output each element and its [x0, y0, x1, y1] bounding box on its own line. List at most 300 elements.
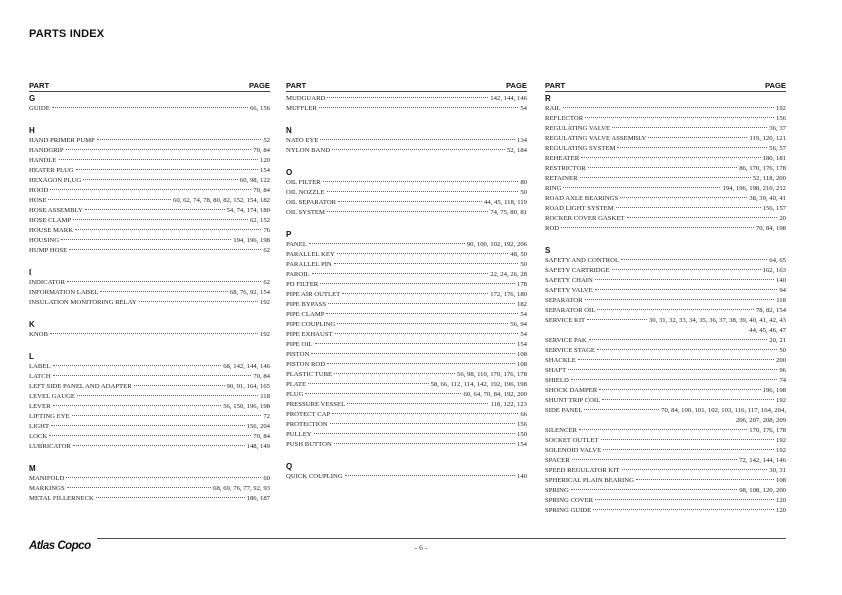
part-header: PART: [286, 81, 307, 90]
part-name: SHUNT TRIP COIL: [545, 397, 601, 404]
index-entry: [545, 164, 786, 174]
page-refs: 186, 187: [246, 495, 270, 502]
page-refs: 62, 152: [249, 217, 270, 224]
part-name: HUMP HOSE: [29, 247, 68, 254]
index-entry: [286, 440, 527, 450]
section-letter-o: O: [286, 168, 293, 177]
leader-dots: [315, 343, 515, 344]
page-header: PAGE: [249, 81, 270, 90]
page-refs: 58, 66, 112, 114, 142, 192, 196, 198: [430, 381, 527, 388]
index-entry: [545, 154, 786, 164]
part-name: MUFFLER: [286, 105, 317, 112]
page-refs: 134: [516, 137, 527, 144]
part-name: PLASTIC TUBE: [286, 371, 333, 378]
page-refs: 70, 84: [253, 187, 270, 194]
part-name: PLUG: [286, 391, 304, 398]
column-header: [29, 80, 270, 92]
section-letter-m: M: [29, 464, 36, 473]
page-refs: 60: [263, 475, 270, 482]
leader-dots: [52, 107, 248, 108]
index-entry: [29, 226, 270, 236]
index-entry: [29, 412, 270, 422]
index-entry: [545, 466, 786, 476]
page-refs: 170, 176, 178: [749, 427, 786, 434]
index-entry: [545, 144, 786, 154]
index-entry: [545, 346, 786, 356]
index-entry: [545, 204, 786, 214]
index-entry: [29, 206, 270, 216]
index-entry: [286, 320, 527, 330]
page-refs: 182: [516, 301, 527, 308]
leader-dots: [51, 425, 245, 426]
leader-dots: [622, 469, 768, 470]
page-refs: 56, 98, 110, 170, 176, 178: [457, 371, 527, 378]
part-name: LATCH: [29, 373, 51, 380]
part-name: SAFETY CHAIN: [545, 277, 593, 284]
part-name: PARALLEL KEY: [286, 251, 335, 258]
part-name: HEXAGON PLUG: [29, 177, 82, 184]
page-refs: 192: [775, 397, 786, 404]
part-name: INDICATOR: [29, 279, 65, 286]
part-name: LEVEL GAUGE: [29, 393, 75, 400]
page-refs: 154: [516, 341, 527, 348]
index-entry: [545, 214, 786, 224]
index-entry: [286, 178, 527, 188]
part-name: RING: [545, 185, 562, 192]
part-name: ROCKER COVER GASKET: [545, 215, 625, 222]
part-name: PISTON: [286, 351, 310, 358]
part-name: LIGHT: [29, 423, 50, 430]
index-entry: [29, 422, 270, 432]
leader-dots: [595, 279, 774, 280]
part-name: SHACKLE: [545, 357, 576, 364]
index-entry: [545, 436, 786, 446]
index-entry: [286, 370, 527, 380]
page-refs: 140: [775, 277, 786, 284]
part-name: SHIELD: [545, 377, 569, 384]
leader-dots: [334, 373, 455, 374]
index-entry: [545, 224, 786, 234]
index-entry: [286, 240, 527, 250]
leader-dots: [327, 211, 488, 212]
page-refs: 54, 74, 174, 180: [226, 207, 270, 214]
index-entry: [286, 146, 527, 156]
part-name: SPEED REGULATOR KIT: [545, 467, 620, 474]
page-refs: 62: [263, 279, 270, 286]
part-name: NYLON BAND: [286, 147, 331, 154]
index-entry: [545, 174, 786, 184]
page-refs: 192: [259, 331, 270, 338]
index-entry: [545, 506, 786, 516]
leader-dots: [571, 379, 778, 380]
part-name: METAL FILLERNECK: [29, 495, 94, 502]
part-name: PUSH BUTTON: [286, 441, 332, 448]
leader-dots: [347, 403, 488, 404]
page-refs: 52: [263, 137, 270, 144]
page-refs: 38, 39, 40, 41: [749, 195, 786, 202]
part-name: HOOD: [29, 187, 49, 194]
leader-dots: [76, 169, 258, 170]
page-refs: 154: [516, 441, 527, 448]
part-name: LEVER: [29, 403, 51, 410]
part-name: REFLECTOR: [545, 115, 584, 122]
page-refs: 20, 21: [769, 337, 786, 344]
index-entry: [545, 296, 786, 306]
leader-dots: [342, 293, 488, 294]
leader-dots: [602, 399, 774, 400]
leader-dots: [61, 239, 231, 240]
page-refs: 22, 24, 26, 28: [490, 271, 527, 278]
page-refs: 56, 57: [769, 145, 786, 152]
page-refs: 60, 64, 70, 84, 192, 200: [463, 391, 527, 398]
leader-dots: [100, 291, 228, 292]
index-entry: [545, 486, 786, 496]
page-refs: 50: [779, 347, 786, 354]
part-name: KNOB: [29, 331, 48, 338]
page-refs: 30, 31, 32, 33, 34, 35, 36, 37, 38, 39, 40, 41, 42, 43: [648, 317, 786, 324]
part-name: GUIDE: [29, 105, 50, 112]
index-entry: [29, 372, 270, 382]
index-entry: [545, 316, 786, 326]
page-refs: 142, 144, 146: [490, 95, 527, 102]
index-entry: [29, 362, 270, 372]
leader-dots: [312, 273, 489, 274]
index-entry: [286, 420, 527, 430]
page-refs: 60, 62, 74, 78, 80, 82, 152, 154, 182: [173, 197, 270, 204]
index-entry: [286, 260, 527, 270]
page-refs: 118: [260, 393, 270, 400]
leader-dots: [59, 159, 258, 160]
page-refs: 70, 84: [253, 433, 270, 440]
page-refs: 154: [259, 167, 270, 174]
page-refs: 108: [516, 361, 527, 368]
index-entry: [545, 476, 786, 486]
part-name: INSULATION MONITORING RELAY: [29, 299, 137, 306]
page-refs: 94: [779, 287, 786, 294]
leader-dots: [561, 227, 754, 228]
leader-dots: [581, 157, 760, 158]
part-name: HANDGRIP: [29, 147, 64, 154]
leader-dots: [345, 475, 515, 476]
part-name: PD FILTER: [286, 281, 319, 288]
part-name: SAFETY CARTRIDGE: [545, 267, 610, 274]
leader-dots: [571, 489, 737, 490]
page-refs: 180, 181: [762, 155, 786, 162]
leader-dots: [572, 459, 738, 460]
leader-dots: [585, 299, 775, 300]
part-name: PAROIL: [286, 271, 310, 278]
part-name: SPHERICAL PLAIN BEARING: [545, 477, 634, 484]
part-name: HOSE CLAMP: [29, 217, 72, 224]
section-letter-g: G: [29, 94, 36, 103]
page-refs: 148, 149: [246, 443, 270, 450]
page-refs: 54: [520, 105, 527, 112]
page-refs: 74: [779, 377, 786, 384]
part-name: PRESSURE VESSEL: [286, 401, 346, 408]
part-name: SERVICE STAGE: [545, 347, 596, 354]
index-entry: [545, 104, 786, 114]
page-refs-continued: 206, 207, 208, 209: [735, 417, 786, 424]
page-refs: 90, 91, 164, 165: [226, 383, 270, 390]
page-refs: 90, 100, 102, 192, 206: [466, 241, 527, 248]
page-refs: 156: [775, 115, 786, 122]
leader-dots: [85, 209, 225, 210]
index-entry: [29, 104, 270, 114]
index-entry: [29, 330, 270, 340]
part-name: PIPE COUPLING: [286, 321, 336, 328]
part-name: MANIFOLD: [29, 475, 65, 482]
part-name: LABEL: [29, 363, 51, 370]
page-refs: 86, 170, 176, 178: [739, 165, 786, 172]
index-entry: [286, 360, 527, 370]
index-entry: [286, 280, 527, 290]
page-refs: 60, 98, 122: [239, 177, 270, 184]
part-name: PARALLEL PIN: [286, 261, 332, 268]
leader-dots: [588, 167, 737, 168]
index-entry: [545, 336, 786, 346]
leader-dots: [327, 97, 488, 98]
page-refs: 68, 69, 76, 77, 92, 93: [213, 485, 270, 492]
part-name: ROAD LIGHT SYSTEM: [545, 205, 614, 212]
part-name: PANEL: [286, 241, 307, 248]
leader-dots: [96, 497, 245, 498]
index-entry: [29, 246, 270, 256]
page-refs: 119, 120, 121: [749, 135, 786, 142]
page-refs: 150: [516, 431, 527, 438]
part-header: PART: [545, 81, 566, 90]
index-entry: [545, 114, 786, 124]
index-entry: [286, 250, 527, 260]
index-entry: [286, 350, 527, 360]
part-name: SILENCER: [545, 427, 577, 434]
index-entry: [286, 400, 527, 410]
leader-dots: [595, 289, 778, 290]
index-entry: [286, 380, 527, 390]
page-refs: 56, 94: [510, 321, 527, 328]
index-entry: [29, 494, 270, 504]
section-letter-i: I: [29, 268, 32, 277]
leader-dots: [599, 389, 760, 390]
leader-dots: [579, 429, 747, 430]
part-name: OIL NOZZLE: [286, 189, 325, 196]
part-name: PULLEY: [286, 431, 312, 438]
page-title: PARTS INDEX: [29, 28, 105, 40]
leader-dots: [578, 359, 774, 360]
part-name: SHAFT: [545, 367, 567, 374]
leader-dots: [627, 217, 778, 218]
part-name: SEPARATOR OIL: [545, 307, 596, 314]
leader-dots: [334, 263, 519, 264]
index-column-3: [545, 80, 786, 516]
page-refs: 36, 37: [769, 125, 786, 132]
index-entry: [286, 188, 527, 198]
footer-rule: [97, 538, 786, 539]
page-refs: 156, 204: [246, 423, 270, 430]
leader-dots: [67, 487, 211, 488]
part-name: SAFETY VALVE: [545, 287, 593, 294]
part-name: RAIL: [545, 105, 561, 112]
index-entry: [286, 198, 527, 208]
page-refs: 118: [776, 297, 786, 304]
leader-dots: [320, 283, 515, 284]
part-name: NATO EYE: [286, 137, 319, 144]
leader-dots: [66, 477, 261, 478]
page-refs: 48, 50: [510, 251, 527, 258]
part-name: SERVICE PAK: [545, 337, 587, 344]
page-refs: 98, 108, 120, 200: [739, 487, 786, 494]
part-name: SPRING GUIDE: [545, 507, 592, 514]
page-refs: 72, 142, 144, 146: [739, 457, 786, 464]
section-letter-l: L: [29, 352, 34, 361]
part-name: HEATER PLUG: [29, 167, 74, 174]
page-number: - 6 -: [414, 543, 428, 552]
page-refs: 56, 150, 196, 198: [223, 403, 270, 410]
page-refs: 70, 84, 100, 101, 102, 103, 116, 117, 164, 204,: [661, 407, 786, 414]
page-refs: 50: [520, 261, 527, 268]
leader-dots: [305, 393, 461, 394]
part-name: REGULATING VALVE ASSEMBLY: [545, 135, 647, 142]
index-entry: [29, 432, 270, 442]
leader-dots: [77, 395, 258, 396]
atlas-copco-logo: Atlas Copco: [29, 540, 91, 552]
leader-dots: [330, 423, 515, 424]
page-refs: 118, 122, 123: [490, 401, 527, 408]
page-refs: 192: [259, 299, 270, 306]
page-refs: 78, 82, 154: [755, 307, 786, 314]
part-name: PIPE AIR OUTLET: [286, 291, 341, 298]
leader-dots: [311, 353, 515, 354]
index-entry: [29, 474, 270, 484]
page-refs: 54: [520, 331, 527, 338]
page-refs: 120: [259, 157, 270, 164]
leader-dots: [603, 449, 774, 450]
index-entry: [545, 124, 786, 134]
part-name: SPACER: [545, 457, 570, 464]
part-name: MARKINGS: [29, 485, 65, 492]
page-refs: 172, 176, 180: [490, 291, 527, 298]
index-entry: [286, 472, 527, 482]
index-entry: [29, 166, 270, 176]
leader-dots: [335, 333, 519, 334]
leader-dots: [50, 333, 258, 334]
page-refs: 72: [263, 413, 270, 420]
part-name: HAND PRIMER PUMP: [29, 137, 95, 144]
page-refs: 192: [775, 105, 786, 112]
index-entry: [286, 270, 527, 280]
part-name: PIPE CLAMP: [286, 311, 325, 318]
part-header: PART: [29, 81, 50, 90]
index-entry: [286, 340, 527, 350]
leader-dots: [616, 207, 761, 208]
index-entry: [29, 146, 270, 156]
column-header: [545, 80, 786, 92]
index-entry: [29, 176, 270, 186]
page-refs: 196, 198: [762, 387, 786, 394]
part-name: SOCKET OUTLET: [545, 437, 599, 444]
page-refs: 70, 84: [253, 373, 270, 380]
leader-dots: [648, 137, 747, 138]
leader-dots: [309, 243, 465, 244]
page-refs: 140: [516, 473, 527, 480]
leader-dots: [595, 499, 774, 500]
page-refs: 68, 76, 92, 154: [229, 289, 270, 296]
leader-dots: [337, 323, 508, 324]
page-refs: 50: [520, 189, 527, 196]
page-refs: 52, 118, 200: [752, 175, 786, 182]
leader-dots: [332, 149, 505, 150]
index-entry: [545, 426, 786, 436]
page-refs: 108: [775, 477, 786, 484]
index-entry: [29, 402, 270, 412]
index-entry: [545, 256, 786, 266]
page-refs: 194, 196, 198: [233, 237, 270, 244]
leader-dots: [326, 313, 518, 314]
leader-dots: [620, 197, 747, 198]
leader-dots: [587, 319, 647, 320]
index-entry: [545, 366, 786, 376]
leader-dots: [337, 253, 509, 254]
index-entry: [545, 266, 786, 276]
page-refs: 70, 84: [253, 147, 270, 154]
page-refs: 64, 65: [769, 257, 786, 264]
index-entry: [286, 290, 527, 300]
index-entry: [286, 310, 527, 320]
index-entry: [29, 216, 270, 226]
leader-dots: [585, 117, 774, 118]
leader-dots: [314, 433, 515, 434]
page-refs: 192: [775, 447, 786, 454]
leader-dots: [617, 147, 767, 148]
leader-dots: [139, 301, 258, 302]
leader-dots: [327, 363, 515, 364]
page-refs: 194, 196, 198, 210, 212: [722, 185, 786, 192]
part-name: LIFTING EYE: [29, 413, 70, 420]
index-entry: [29, 392, 270, 402]
part-name: ROD: [545, 225, 560, 232]
part-name: LOCK: [29, 433, 48, 440]
leader-dots: [334, 443, 515, 444]
index-entry: [545, 396, 786, 406]
index-column-2: [286, 80, 527, 482]
part-name: HOSE ASSEMBLY: [29, 207, 83, 214]
index-entry: [286, 330, 527, 340]
leader-dots: [327, 191, 519, 192]
part-name: PIPE BYPASS: [286, 301, 327, 308]
leader-dots: [563, 187, 720, 188]
section-letter-h: H: [29, 126, 35, 135]
leader-dots: [338, 201, 482, 202]
index-entry: [29, 278, 270, 288]
leader-dots: [53, 405, 222, 406]
index-entry: [286, 430, 527, 440]
index-entry: [29, 196, 270, 206]
part-name: RETAINER: [545, 175, 578, 182]
leader-dots: [636, 479, 774, 480]
leader-dots: [75, 229, 261, 230]
part-name: PLATE: [286, 381, 307, 388]
page-header: PAGE: [765, 81, 786, 90]
part-name: OIL SYSTEM: [286, 209, 325, 216]
leader-dots: [612, 127, 767, 128]
leader-dots: [584, 409, 659, 410]
part-name: ROAD AXLE BEARINGS: [545, 195, 619, 202]
part-name: SIDE PANEL: [545, 407, 583, 414]
part-name: REGULATING SYSTEM: [545, 145, 616, 152]
page-refs: 162, 163: [762, 267, 786, 274]
index-entry: [286, 136, 527, 146]
part-name: PIPE EXHAUST: [286, 331, 333, 338]
leader-dots: [320, 139, 515, 140]
